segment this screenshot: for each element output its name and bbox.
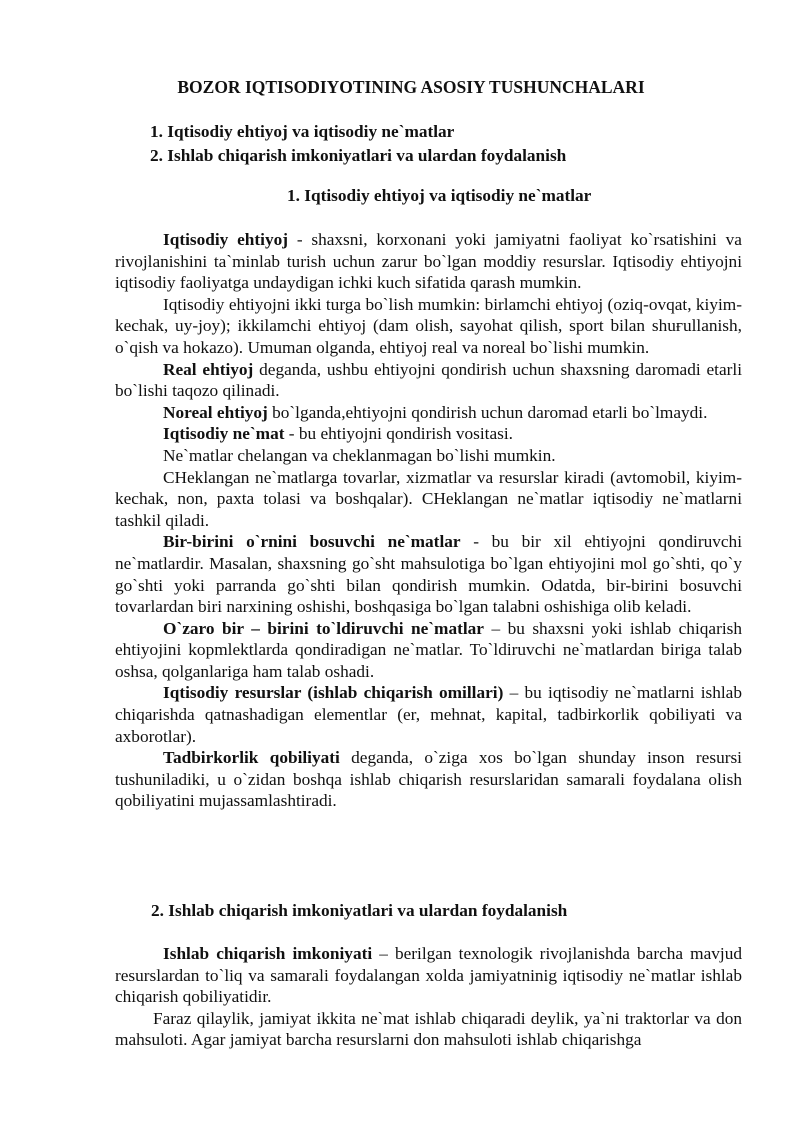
term: Noreal ehtiyoj [163, 402, 268, 422]
paragraph-text: bo`lganda,ehtiyojni qondirish uchun daromad etarli bo`lmaydi. [267, 402, 708, 422]
paragraph [115, 1008, 742, 1051]
paragraph [115, 402, 742, 424]
toc-item: 1. Iqtisodiy ehtiyoj va iqtisodiy ne`matlar [150, 122, 455, 141]
section-heading: 1. Iqtisodiy ehtiyoj va iqtisodiy ne`matlar [287, 186, 592, 205]
term: Iqtisodiy resurslar (ishlab chiqarish omillari) [163, 683, 504, 703]
paragraph-text: - bu bir xil ehtiyojni qondiruvchi ne`matlardir. Masalan, shaxsning go`sht mahsulotiga bo`lgan ehtiyojini mol go`shti, qo`y go`shti yoki parranda go`shti bilan qondirish mumkin. Odatda, bir-birini bosuvchi tovarlardan biri narxining oshishi, boshqasiga bo`lgan talabni oshishiga olib keladi. [115, 532, 742, 617]
paragraph [115, 747, 742, 812]
paragraph-text: – bu iqtisodiy ne`matlarni ishlab chiqarishda qatnashadigan elementlar (er, mehnat, kapital, tadbirkorlik qobiliyati va axborotlar). [115, 683, 742, 746]
term: Iqtisodiy ehtiyoj [163, 230, 288, 249]
paragraph-text: - shaxsni, korxonani yoki jamiyatni faoliyat ko`rsatishini va rivojlanishini ta`minlab turish uchun zarur bo`lgan moddiy resurslar. Iqtisodiy ehtiyojni iqtisodiy faoliyatga undaydigan ichki kuch sifatida qarash mumkin. [115, 230, 742, 293]
paragraph-text: CHeklangan ne`matlarga tovarlar, xizmatlar va resurslar kiradi (avtomobil, kiyim-kechak, non, paxta tolasi va boshqalar). CHeklangan ne`matlar iqtisodiy ne`matlarni tashkil qiladi. [115, 467, 742, 530]
term: Iqtisodiy ne`mat [163, 424, 285, 444]
paragraph-text: Faraz qilaylik, jamiyat ikkita ne`mat ishlab chiqaradi deylik, ya`ni traktorlar va don mahsuloti. Agar jamiyat barcha resurslarni don mahsuloti ishlab chiqarishga [115, 1008, 742, 1050]
paragraph-text: Iqtisodiy ehtiyojni ikki turga bo`lish mumkin: birlamchi ehtiyoj (oziq-ovqat, kiyim-kechak, uy-joy); ikkilamchi ehtiyoj (dam olish, sayohat qilish, sport bilan shuғullanish, o`qish va hokazo). Umuman olganda, ehtiyoj real va noreal bo`lishi mumkin. [115, 294, 742, 357]
paragraph [115, 682, 742, 747]
paragraph-text: – berilgan texnologik rivojlanishda barcha mavjud resurslardan to`liq va samarali foydalangan xolda jamiyatninig iqtisodiy ne`matlar ishlab chiqarish qobiliyatidir. [115, 944, 742, 1007]
paragraph-text: – bu shaxsni yoki ishlab chiqarish ehtiyojini kopmlektlarda qondiradigan ne`matlar. To`ldiruvchi ne`matlardan biriga talab oshsa, qolganlariga ham talab oshadi. [115, 618, 742, 681]
paragraph [115, 294, 742, 359]
table-of-contents [150, 120, 566, 168]
paragraph [115, 943, 742, 1008]
paragraph [115, 359, 742, 402]
paragraph-text: deganda, o`ziga xos bo`lgan shunday inson resursi tushuniladiki, u o`zidan boshqa ishlab chiqarish resurslaridan samarali foydalana olish qobiliyatini mujassamlashtiradi. [115, 748, 742, 811]
term: Ishlab chiqarish imkoniyati [163, 944, 373, 963]
term: Tadbirkorlik qobiliyati [163, 748, 340, 768]
document-title: BOZOR IQTISODIYOTINING ASOSIY TUSHUNCHALARI [177, 77, 645, 97]
paragraph-text: - bu ehtiyojni qondirish vositasi. [284, 424, 513, 444]
term: Real ehtiyoj [163, 359, 254, 379]
term: O`zaro bir – birini to`ldiruvchi ne`matlar [163, 618, 484, 638]
section-body [115, 229, 742, 812]
paragraph [115, 423, 742, 445]
term: Bir-birini o`rnini bosuvchi ne`matlar [163, 532, 461, 552]
paragraph [115, 618, 742, 683]
paragraph [115, 229, 742, 294]
paragraph [115, 467, 742, 532]
section-heading: 2. Ishlab chiqarish imkoniyatlari va ulardan foydalanish [151, 901, 568, 920]
toc-item: 2. Ishlab chiqarish imkoniyatlari va ulardan foydalanish [150, 146, 567, 165]
paragraph [115, 531, 742, 617]
paragraph-text: Ne`matlar chelangan va cheklanmagan bo`lishi mumkin. [163, 445, 556, 465]
paragraph-text: deganda, ushbu ehtiyojni qondirish uchun shaxsning daromadi etarli bo`lishi taqozo qilinadi. [115, 359, 742, 401]
section-body [115, 943, 742, 1051]
paragraph [115, 445, 742, 467]
